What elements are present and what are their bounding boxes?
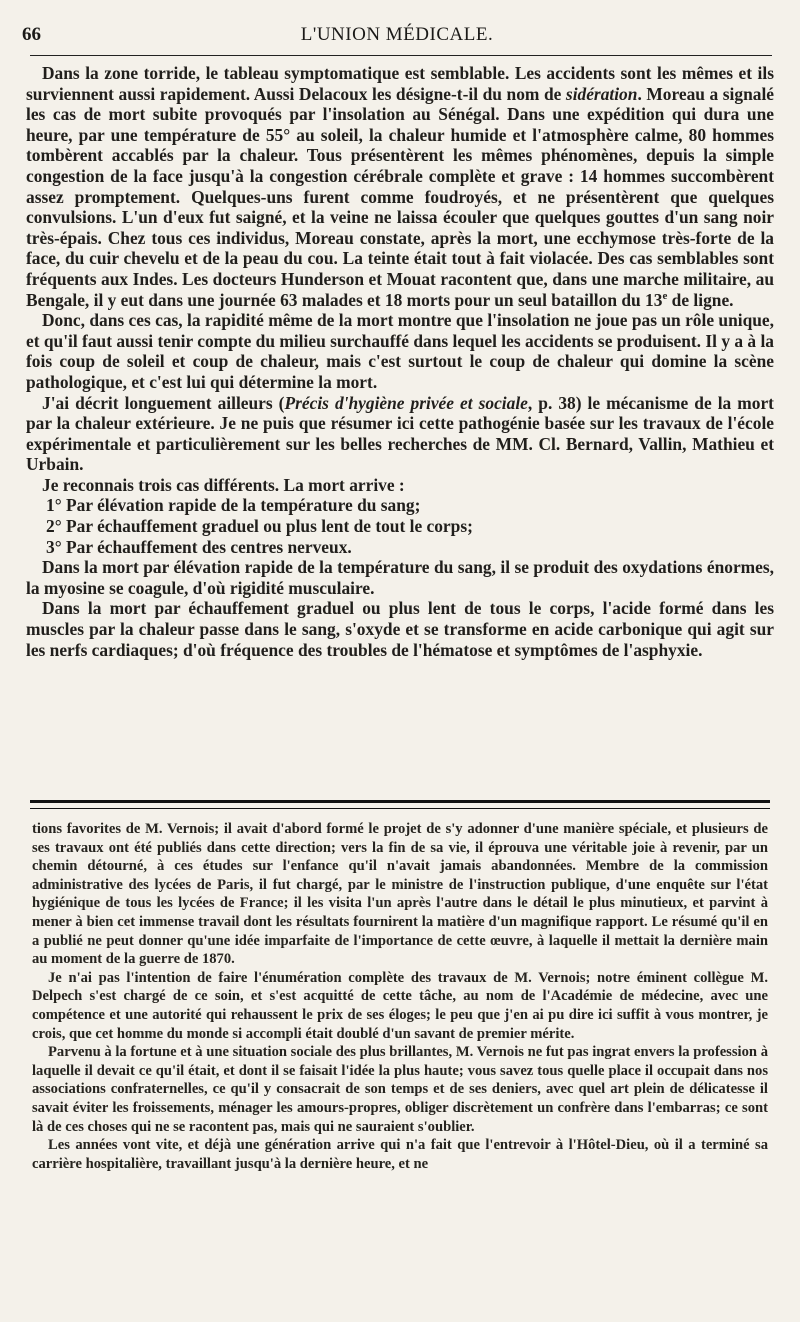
paragraph-gradual-heating: Dans la mort par échauffement graduel ou plus lent de tous le corps, l'acide formé dans les muscles par la chaleur passe dans le sang, s'oxyde et se transforme en acide carbonique qui agit sur les nerfs cardiaques; d'où fréquence des troubles de l'hématose et symptômes de l'asphyxie. (26, 598, 774, 660)
paragraph-conclusion: Donc, dans ces cas, la rapidité même de la mort montre que l'insolation ne joue pas un rôle unique, et qu'il faut aussi tenir compte du milieu surchauffé dans lequel les accidents se produisent. Il y a à la fois coup de soleil et coup de chaleur, mais c'est surtout le coup de chaleur qui domine la scène pathologique, et c'est lui qui détermine la mort. (26, 310, 774, 392)
paragraph-mechanism: J'ai décrit longuement ailleurs (Précis d'hygiène privée et sociale, p. 38) le mécanisme de la mort par la chaleur extérieure. Je ne puis que résumer ici cette pathogénie basée sur les travaux de l'école expérimentale et particulièrement sur les belles recherches de MM. Cl. Bernard, Vallin, Mathieu et Urbain. (26, 392, 774, 475)
page-header (22, 20, 772, 56)
feuilleton-text (32, 820, 768, 1173)
paragraph-three-cases: Je reconnais trois cas différents. La mort arrive : (42, 474, 405, 495)
feuilleton-paragraph: Les années vont vite, et déjà une génération arrive qui n'a fait que l'entrevoir à l'Hôtel-Dieu, où il a terminé sa carrière hospitalière, travaillant jusqu'à la dernière heure, et ne (32, 1137, 768, 1172)
feuilleton-separator (30, 800, 770, 809)
running-title: L'UNION MÉDICALE. (300, 24, 494, 45)
header-rule (30, 55, 772, 56)
list-item: 3° Par échauffement des centres nerveux. (46, 536, 352, 557)
paragraph-rapid-elevation: Dans la mort par élévation rapide de la température du sang, il se produit des oxydations énormes, la myosine se coagule, d'où rigidité musculaire. (26, 557, 774, 598)
list-item: 2° Par échauffement graduel ou plus lent de tout le corps; (46, 516, 473, 537)
main-article (26, 63, 774, 660)
list-item: 1° Par élévation rapide de la température du sang; (46, 495, 421, 516)
feuilleton-paragraph: Parvenu à la fortune et à une situation sociale des plus brillantes, M. Vernois ne fut pas ingrat envers la profession à laquelle il devait ce qu'il était, et dont il se faisait l'idée la plus haute; vous savez tous quelle place il occupait dans nos associations confraternelles, ce qu'il y consacrait de son temps et de ses deniers, avec quel art plein de délicatesse il savait éviter les froissements, ménager les amours-propres, obliger discrètement un confrère dans l'embarras; ce sont là de ces choses qui ne se racontent pas, mais qui ne sauraient s'oublier. (32, 1044, 768, 1135)
page-number: 66 (22, 24, 41, 45)
feuilleton-paragraph: Je n'ai pas l'intention de faire l'énumération complète des travaux de M. Vernois; notre éminent collègue M. Delpech s'est chargé de ce soin, et s'est acquitté de cette tâche, au nom de l'Académie de médecine, avec une compétence et une autorité qui rehaussent le prix de ses éloges; le peu que j'en ai pu dire ici suffit à vous montrer, je crois, que cet homme du monde si accompli était doublé d'un savant de premier mérite. (32, 969, 768, 1042)
feuilleton-paragraph: tions favorites de M. Vernois; il avait d'abord formé le projet de s'y adonner d'une manière spéciale, et plusieurs de ses travaux ont été publiés dans cette direction; vers la fin de sa vie, il éprouva une véritable joie à revenir, par un chemin détourné, à ces études sur l'enfance qu'il n'avait jamais abandonnées. Membre de la commission administrative des lycées de Paris, il fut chargé, par le ministre de l'instruction publique, d'une enquête sur l'état hygiénique de tous les lycées de France; il les visita l'un après l'autre dans le détail le plus minutieux, et parvint à mener à bien cet immense travail dont les résultats fournirent la matière d'un magnifique rapport. Le résumé qu'il en a publié ne peut donner qu'une idée imparfaite de l'importance de cette œuvre, à laquelle il mettait la dernière main au moment de la guerre de 1870. (32, 821, 768, 968)
paragraph-torrid-zone: Dans la zone torride, le tableau symptomatique est semblable. Les accidents sont les mêmes et ils surviennent aussi rapidement. Aussi Delacoux les désigne-t-il du nom de sidération. Moreau a signalé les cas de mort subite provoqués par l'insolation au Sénégal. Dans une expédition qui dura une heure, par une température de 55° au soleil, la chaleur humide et l'atmosphère calme, 80 hommes tombèrent accablés par la chaleur. Tous présentèrent les mêmes phénomènes, depuis la simple congestion de la face jusqu'à la congestion cérébrale complète et grave : 14 hommes succombèrent assez promptement. Quelques-uns furent comme foudroyés, et ne présentèrent que quelques convulsions. L'un d'eux fut saigné, et la veine ne laissa écouler que quelques gouttes d'un sang noir très-épais. Chez tous ces individus, Moreau constate, après la mort, une ecchymose très-forte de la face, du cuir chevelu et de la peau du cou. La teinte était tout à fait violacée. Des cas semblables sont fréquents aux Indes. Les docteurs Hunderson et Mouat racontent que, dans une marche militaire, au Bengale, il y eut dans une journée 63 malades et 18 morts pour un seul bataillon du 13e de ligne. (26, 63, 774, 310)
